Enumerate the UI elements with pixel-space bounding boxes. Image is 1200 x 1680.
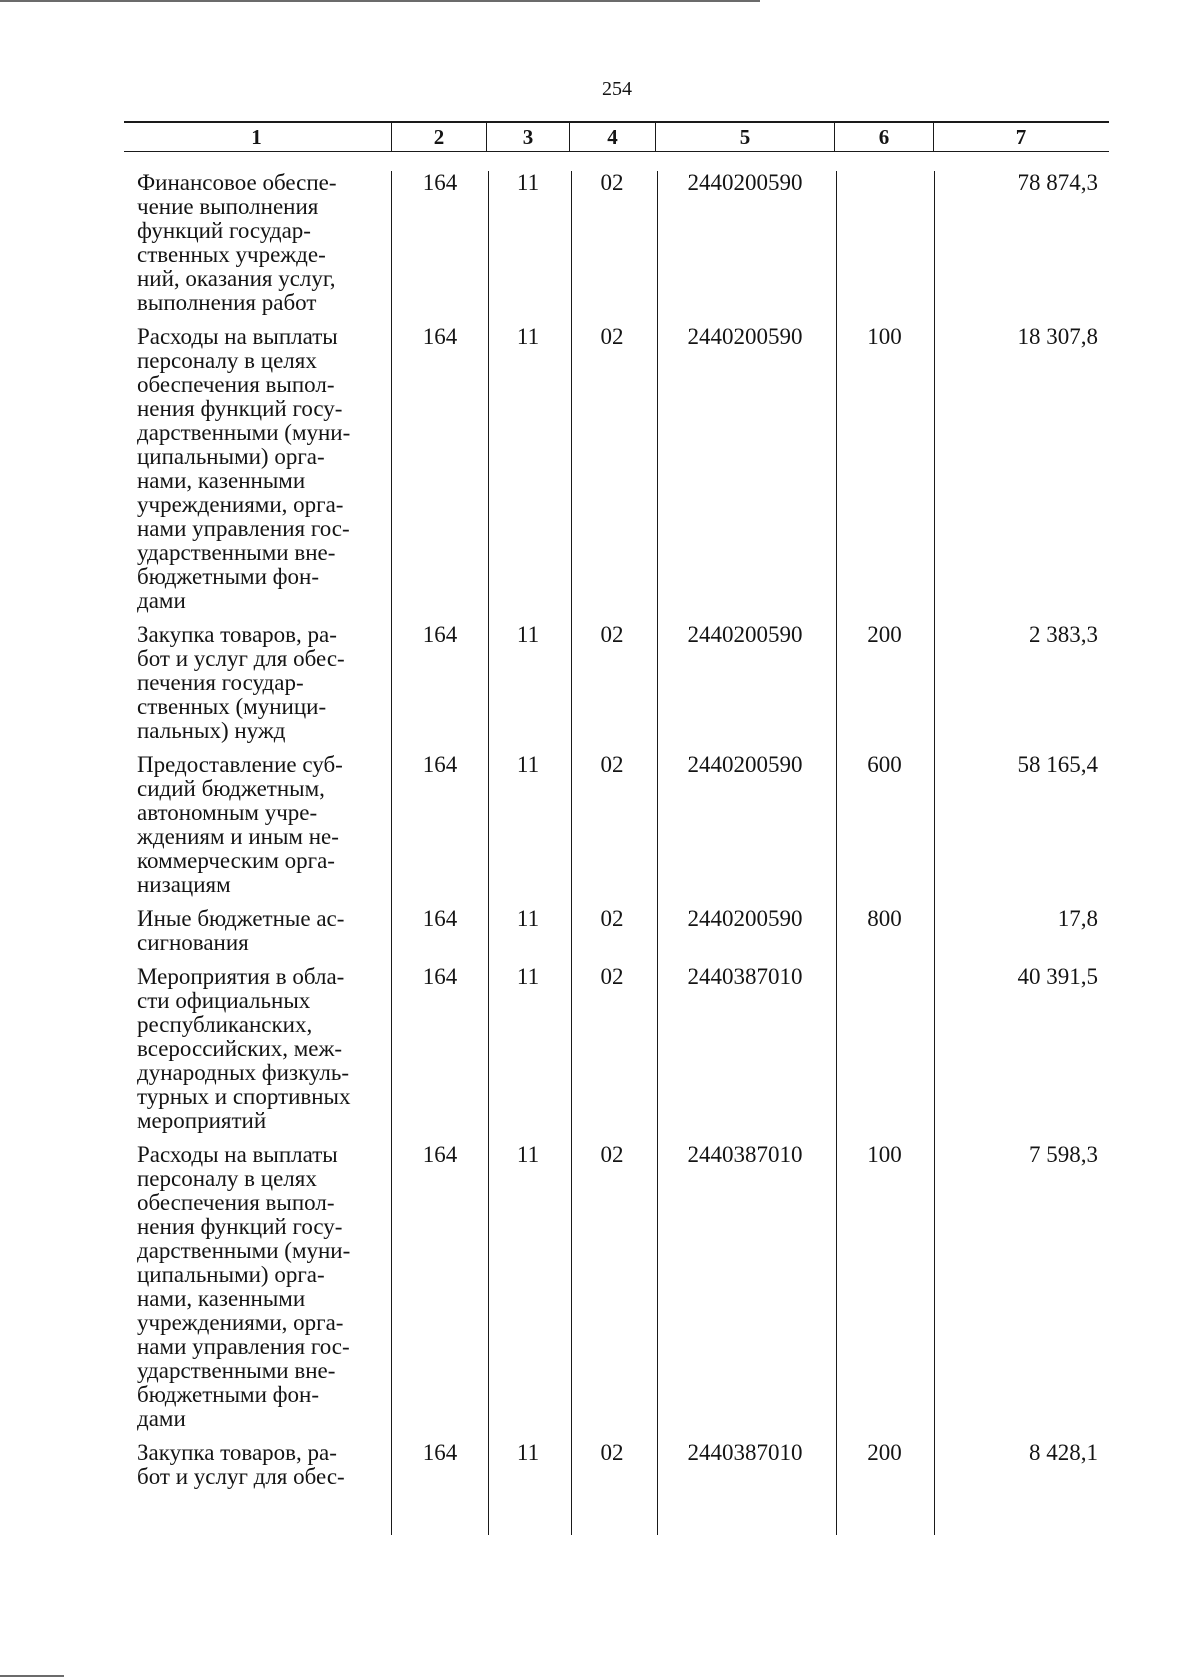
cell-target-code: 2440200590 <box>687 324 803 349</box>
cell-subsection: 02 <box>600 752 624 777</box>
cell-section: 11 <box>516 1440 540 1465</box>
cell-target-code: 2440387010 <box>687 1142 803 1167</box>
cell-subsection: 02 <box>600 1142 624 1167</box>
cell-expense-type: 100 <box>867 324 902 349</box>
row-description: Финансовое обеспе- чение выполнения функций государ- ственных учрежде- ний, оказания услуг, выполнения работ <box>137 170 337 315</box>
cell-ministry: 164 <box>422 1142 458 1167</box>
cell-amount: 18 307,8 <box>1017 324 1098 349</box>
row-description: Иные бюджетные ас- сигнования <box>137 906 345 955</box>
cell-ministry: 164 <box>422 622 458 647</box>
header-col-4: 4 <box>607 125 618 149</box>
cell-ministry: 164 <box>422 752 458 777</box>
row-description: Расходы на выплаты персоналу в целях обеспечения выпол- нения функций госу- дарственными (муни- ципальными) орга- нами, казенными учреждениями, орга- нами управления гос- ударственными вне- бюджетными фон- дами <box>137 324 351 613</box>
table-row <box>0 753 1200 907</box>
row-description: Закупка товаров, ра- бот и услуг для обес- <box>137 1440 345 1489</box>
table-row <box>0 623 1200 753</box>
cell-section: 11 <box>516 964 540 989</box>
header-divider <box>569 122 570 152</box>
cell-amount: 78 874,3 <box>1017 170 1098 195</box>
cell-subsection: 02 <box>600 1440 624 1465</box>
header-col-1: 1 <box>251 125 262 149</box>
scan-top-border <box>0 0 760 2</box>
cell-ministry: 164 <box>422 906 458 931</box>
row-description: Закупка товаров, ра- бот и услуг для обес- печения государ- ственных (муници- пальных) нужд <box>137 622 345 743</box>
cell-target-code: 2440200590 <box>687 906 803 931</box>
header-col-3: 3 <box>522 125 534 149</box>
cell-subsection: 02 <box>600 324 624 349</box>
cell-target-code: 2440200590 <box>687 622 803 647</box>
cell-section: 11 <box>516 170 540 195</box>
table-header-rule <box>124 151 1109 152</box>
cell-section: 11 <box>516 752 540 777</box>
row-description: Предоставление суб- сидий бюджетным, автономным учре- ждениям и иным не- коммерческим орга- низациям <box>137 752 343 897</box>
header-divider <box>834 122 835 152</box>
cell-amount: 7 598,3 <box>1029 1142 1098 1167</box>
header-col-6: 6 <box>878 125 890 149</box>
table-row <box>0 965 1200 1143</box>
cell-section: 11 <box>516 622 540 647</box>
table-top-rule <box>124 121 1109 123</box>
cell-ministry: 164 <box>422 324 458 349</box>
table-body <box>0 171 1200 1499</box>
header-col-5: 5 <box>739 125 751 149</box>
header-col-2: 2 <box>433 125 445 149</box>
page-number: 254 <box>602 78 632 100</box>
cell-subsection: 02 <box>600 906 624 931</box>
row-description: Мероприятия в обла- сти официальных республиканских, всероссийских, меж- дународных физкуль- турных и спортивных мероприятий <box>137 964 351 1133</box>
cell-target-code: 2440200590 <box>687 752 803 777</box>
cell-amount: 40 391,5 <box>1017 964 1098 989</box>
cell-target-code: 2440200590 <box>687 170 803 195</box>
cell-expense-type: 800 <box>867 906 902 931</box>
table-row <box>0 171 1200 325</box>
table-row <box>0 1441 1200 1499</box>
cell-section: 11 <box>516 1142 540 1167</box>
header-divider <box>486 122 487 152</box>
cell-ministry: 164 <box>422 1440 458 1465</box>
cell-expense-type: 200 <box>867 622 902 647</box>
cell-expense-type: 100 <box>867 1142 902 1167</box>
scan-bottom-border <box>0 1675 64 1677</box>
cell-subsection: 02 <box>600 964 624 989</box>
cell-ministry: 164 <box>422 170 458 195</box>
cell-expense-type: 200 <box>867 1440 902 1465</box>
cell-amount: 17,8 <box>1057 906 1098 931</box>
cell-target-code: 2440387010 <box>687 1440 803 1465</box>
table-row <box>0 907 1200 965</box>
cell-amount: 8 428,1 <box>1029 1440 1098 1465</box>
header-divider <box>655 122 656 152</box>
header-divider <box>933 122 934 152</box>
row-description: Расходы на выплаты персоналу в целях обеспечения выпол- нения функций госу- дарственными (муни- ципальными) орга- нами, казенными учреждениями, орга- нами управления гос- ударственными вне- бюджетными фон- дами <box>137 1142 351 1431</box>
cell-section: 11 <box>516 906 540 931</box>
table-row <box>0 1143 1200 1441</box>
table-row <box>0 325 1200 623</box>
cell-subsection: 02 <box>600 170 624 195</box>
cell-amount: 58 165,4 <box>1017 752 1098 777</box>
cell-target-code: 2440387010 <box>687 964 803 989</box>
cell-expense-type: 600 <box>867 752 902 777</box>
header-divider <box>391 122 392 152</box>
cell-section: 11 <box>516 324 540 349</box>
cell-ministry: 164 <box>422 964 458 989</box>
cell-amount: 2 383,3 <box>1029 622 1098 647</box>
cell-subsection: 02 <box>600 622 624 647</box>
header-col-7: 7 <box>1015 125 1027 149</box>
